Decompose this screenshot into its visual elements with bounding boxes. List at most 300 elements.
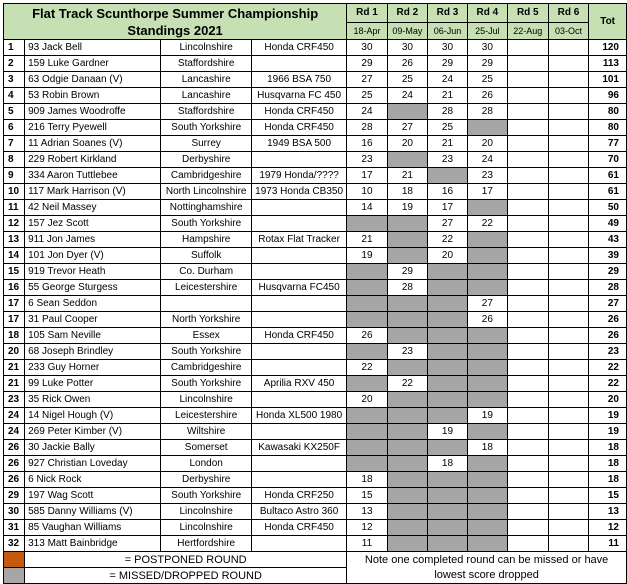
round-3-score-cell: 28 bbox=[428, 104, 468, 120]
round-5-score-cell bbox=[507, 264, 548, 280]
position-cell: 12 bbox=[4, 216, 25, 232]
position-cell: 31 bbox=[4, 520, 25, 536]
total-cell: 70 bbox=[589, 152, 627, 168]
round-4-score-cell bbox=[467, 248, 507, 264]
total-cell: 50 bbox=[589, 200, 627, 216]
bike-cell bbox=[251, 296, 346, 312]
round-1-score-cell: 24 bbox=[347, 104, 387, 120]
round-2-score-cell bbox=[387, 488, 427, 504]
rider-cell: 63 Odgie Danaan (V) bbox=[25, 72, 161, 88]
round-2-score-cell bbox=[387, 104, 427, 120]
round-6-score-cell bbox=[548, 264, 588, 280]
position-cell: 23 bbox=[4, 392, 25, 408]
county-cell: London bbox=[161, 456, 252, 472]
rider-cell: 216 Terry Pyewell bbox=[25, 120, 161, 136]
rider-cell: 159 Luke Gardner bbox=[25, 56, 161, 72]
bike-cell bbox=[251, 472, 346, 488]
round-3-score-cell: 23 bbox=[428, 152, 468, 168]
county-cell: Lancashire bbox=[161, 72, 252, 88]
round-3-score-cell: 25 bbox=[428, 120, 468, 136]
position-cell: 9 bbox=[4, 168, 25, 184]
round-3-score-cell bbox=[428, 328, 468, 344]
county-cell: Staffordshire bbox=[161, 104, 252, 120]
table-row bbox=[4, 312, 627, 328]
position-cell: 17 bbox=[4, 296, 25, 312]
round-5-score-cell bbox=[507, 40, 548, 56]
bike-cell bbox=[251, 456, 346, 472]
position-cell: 18 bbox=[4, 328, 25, 344]
position-cell: 21 bbox=[4, 360, 25, 376]
total-cell: 15 bbox=[589, 488, 627, 504]
table-row bbox=[4, 408, 627, 424]
round-1-score-cell bbox=[347, 456, 387, 472]
round-4-score-cell bbox=[467, 360, 507, 376]
total-cell: 29 bbox=[589, 264, 627, 280]
county-cell: Surrey bbox=[161, 136, 252, 152]
round-4-score-cell bbox=[467, 120, 507, 136]
round-2-score-cell: 26 bbox=[387, 56, 427, 72]
rider-cell: 197 Wag Scott bbox=[25, 488, 161, 504]
rider-cell: 53 Robin Brown bbox=[25, 88, 161, 104]
round-6-score-cell bbox=[548, 72, 588, 88]
round-6-score-cell bbox=[548, 312, 588, 328]
round-5-score-cell bbox=[507, 56, 548, 72]
round-6-score-cell bbox=[548, 40, 588, 56]
round-2-score-cell bbox=[387, 328, 427, 344]
rider-cell: 229 Robert Kirkland bbox=[25, 152, 161, 168]
county-cell: Leicestershire bbox=[161, 408, 252, 424]
total-cell: 61 bbox=[589, 168, 627, 184]
position-cell: 26 bbox=[4, 440, 25, 456]
bike-cell bbox=[251, 264, 346, 280]
round-5-score-cell bbox=[507, 520, 548, 536]
total-cell: 23 bbox=[589, 344, 627, 360]
round-6-score-cell bbox=[548, 232, 588, 248]
bike-cell: 1979 Honda/???? bbox=[251, 168, 346, 184]
round-1-score-cell: 17 bbox=[347, 168, 387, 184]
total-cell: 80 bbox=[589, 104, 627, 120]
round-4-score-cell bbox=[467, 520, 507, 536]
round-1-score-cell: 15 bbox=[347, 488, 387, 504]
round-6-score-cell bbox=[548, 456, 588, 472]
round-1-score-cell: 20 bbox=[347, 392, 387, 408]
rider-cell: 42 Neil Massey bbox=[25, 200, 161, 216]
round-6-score-cell bbox=[548, 472, 588, 488]
round-1-date: 18-Apr bbox=[347, 22, 387, 39]
round-4-score-cell: 23 bbox=[467, 168, 507, 184]
total-cell: 19 bbox=[589, 424, 627, 440]
round-5-score-cell bbox=[507, 440, 548, 456]
round-4-score-cell: 30 bbox=[467, 40, 507, 56]
round-3-score-cell bbox=[428, 392, 468, 408]
round-4-score-cell: 20 bbox=[467, 136, 507, 152]
round-3-score-cell: 19 bbox=[428, 424, 468, 440]
table-row bbox=[4, 360, 627, 376]
round-2-score-cell bbox=[387, 472, 427, 488]
county-cell: Derbyshire bbox=[161, 472, 252, 488]
total-cell: 27 bbox=[589, 296, 627, 312]
round-3-score-cell bbox=[428, 488, 468, 504]
round-4-score-cell: 18 bbox=[467, 440, 507, 456]
total-cell: 96 bbox=[589, 88, 627, 104]
round-6-score-cell bbox=[548, 424, 588, 440]
round-5-score-cell bbox=[507, 488, 548, 504]
round-5-score-cell bbox=[507, 88, 548, 104]
rider-cell: 909 James Woodroffe bbox=[25, 104, 161, 120]
round-6-score-cell bbox=[548, 392, 588, 408]
round-5-score-cell bbox=[507, 360, 548, 376]
bike-cell: 1949 BSA 500 bbox=[251, 136, 346, 152]
round-6-score-cell bbox=[548, 184, 588, 200]
rider-cell: 6 Sean Seddon bbox=[25, 296, 161, 312]
round-1-header: Rd 1 bbox=[347, 4, 387, 23]
round-2-score-cell: 21 bbox=[387, 168, 427, 184]
bike-cell bbox=[251, 536, 346, 552]
table-row bbox=[4, 232, 627, 248]
bike-cell: Kawasaki KX250F bbox=[251, 440, 346, 456]
round-5-score-cell bbox=[507, 216, 548, 232]
round-6-score-cell bbox=[548, 328, 588, 344]
table-row bbox=[4, 280, 627, 296]
round-6-score-cell bbox=[548, 536, 588, 552]
county-cell: South Yorkshire bbox=[161, 488, 252, 504]
total-cell: 18 bbox=[589, 440, 627, 456]
rider-cell: 30 Jackie Bally bbox=[25, 440, 161, 456]
county-cell: Nottinghamshire bbox=[161, 200, 252, 216]
round-1-score-cell: 16 bbox=[347, 136, 387, 152]
county-cell: South Yorkshire bbox=[161, 376, 252, 392]
round-6-score-cell bbox=[548, 504, 588, 520]
table-row bbox=[4, 184, 627, 200]
total-cell: 26 bbox=[589, 312, 627, 328]
round-4-score-cell bbox=[467, 456, 507, 472]
round-3-score-cell: 21 bbox=[428, 88, 468, 104]
rider-cell: 99 Luke Potter bbox=[25, 376, 161, 392]
round-6-score-cell bbox=[548, 344, 588, 360]
round-3-score-cell: 22 bbox=[428, 232, 468, 248]
bike-cell bbox=[251, 424, 346, 440]
total-cell: 77 bbox=[589, 136, 627, 152]
round-6-score-cell bbox=[548, 168, 588, 184]
sheet-title: Flat Track Scunthorpe Summer Championship Standings 2021 bbox=[4, 4, 347, 40]
position-cell: 17 bbox=[4, 312, 25, 328]
round-3-score-cell bbox=[428, 536, 468, 552]
round-6-date: 03-Oct bbox=[548, 22, 588, 39]
county-cell bbox=[161, 296, 252, 312]
round-4-score-cell bbox=[467, 504, 507, 520]
county-cell: Cambridgeshire bbox=[161, 360, 252, 376]
round-5-score-cell bbox=[507, 472, 548, 488]
position-cell: 29 bbox=[4, 488, 25, 504]
round-1-score-cell: 30 bbox=[347, 40, 387, 56]
round-5-score-cell bbox=[507, 344, 548, 360]
position-cell: 3 bbox=[4, 72, 25, 88]
table-row bbox=[4, 296, 627, 312]
total-cell: 80 bbox=[589, 120, 627, 136]
rider-cell: 35 Rick Owen bbox=[25, 392, 161, 408]
bike-cell: Honda CRF450 bbox=[251, 104, 346, 120]
county-cell: Co. Durham bbox=[161, 264, 252, 280]
total-cell: 28 bbox=[589, 280, 627, 296]
bike-cell bbox=[251, 200, 346, 216]
table-row bbox=[4, 136, 627, 152]
round-4-score-cell: 17 bbox=[467, 184, 507, 200]
total-cell: 26 bbox=[589, 328, 627, 344]
round-2-score-cell bbox=[387, 152, 427, 168]
round-2-score-cell bbox=[387, 312, 427, 328]
position-cell: 2 bbox=[4, 56, 25, 72]
county-cell: Leicestershire bbox=[161, 280, 252, 296]
round-3-score-cell: 21 bbox=[428, 136, 468, 152]
position-cell: 6 bbox=[4, 120, 25, 136]
rider-cell: 14 Nigel Hough (V) bbox=[25, 408, 161, 424]
round-3-score-cell bbox=[428, 344, 468, 360]
rider-cell: 31 Paul Cooper bbox=[25, 312, 161, 328]
round-6-score-cell bbox=[548, 360, 588, 376]
round-3-score-cell: 29 bbox=[428, 56, 468, 72]
total-header: Tot bbox=[589, 4, 627, 40]
round-3-score-cell: 30 bbox=[428, 40, 468, 56]
bike-cell: Husqvarna FC450 bbox=[251, 280, 346, 296]
rider-cell: 233 Guy Horner bbox=[25, 360, 161, 376]
rider-cell: 6 Nick Rock bbox=[25, 472, 161, 488]
table-row bbox=[4, 456, 627, 472]
round-3-header: Rd 3 bbox=[428, 4, 468, 23]
round-5-score-cell bbox=[507, 376, 548, 392]
table-row bbox=[4, 472, 627, 488]
total-cell: 22 bbox=[589, 360, 627, 376]
table-row bbox=[4, 392, 627, 408]
round-4-score-cell bbox=[467, 488, 507, 504]
county-cell: South Yorkshire bbox=[161, 216, 252, 232]
round-3-score-cell bbox=[428, 296, 468, 312]
round-4-score-cell: 29 bbox=[467, 56, 507, 72]
bike-cell bbox=[251, 56, 346, 72]
table-row bbox=[4, 488, 627, 504]
table-row bbox=[4, 536, 627, 552]
round-5-score-cell bbox=[507, 408, 548, 424]
round-4-score-cell: 26 bbox=[467, 88, 507, 104]
round-3-score-cell: 18 bbox=[428, 456, 468, 472]
round-6-score-cell bbox=[548, 440, 588, 456]
round-3-score-cell: 20 bbox=[428, 248, 468, 264]
position-cell: 11 bbox=[4, 200, 25, 216]
rider-cell: 919 Trevor Heath bbox=[25, 264, 161, 280]
rider-cell: 585 Danny Williams (V) bbox=[25, 504, 161, 520]
bike-cell: Husqvarna FC 450 bbox=[251, 88, 346, 104]
position-cell: 1 bbox=[4, 40, 25, 56]
rider-cell: 313 Matt Bainbridge bbox=[25, 536, 161, 552]
total-cell: 18 bbox=[589, 456, 627, 472]
round-4-score-cell: 27 bbox=[467, 296, 507, 312]
rider-cell: 55 George Sturgess bbox=[25, 280, 161, 296]
round-1-score-cell: 19 bbox=[347, 248, 387, 264]
county-cell: Hampshire bbox=[161, 232, 252, 248]
total-cell: 101 bbox=[589, 72, 627, 88]
position-cell: 20 bbox=[4, 344, 25, 360]
round-1-score-cell: 26 bbox=[347, 328, 387, 344]
round-2-score-cell bbox=[387, 456, 427, 472]
postponed-legend-text: = POSTPONED ROUND bbox=[25, 552, 347, 568]
round-2-score-cell bbox=[387, 392, 427, 408]
header-row-rounds bbox=[4, 4, 627, 23]
position-cell: 30 bbox=[4, 504, 25, 520]
round-1-score-cell: 11 bbox=[347, 536, 387, 552]
position-cell: 21 bbox=[4, 376, 25, 392]
round-2-score-cell: 23 bbox=[387, 344, 427, 360]
rider-cell: 269 Peter Kimber (V) bbox=[25, 424, 161, 440]
total-cell: 18 bbox=[589, 472, 627, 488]
round-1-score-cell: 13 bbox=[347, 504, 387, 520]
round-2-score-cell: 18 bbox=[387, 184, 427, 200]
rules-note: Note one completed round can be missed or have lowest score dropped bbox=[347, 552, 627, 584]
round-5-score-cell bbox=[507, 152, 548, 168]
round-1-score-cell bbox=[347, 344, 387, 360]
round-5-score-cell bbox=[507, 456, 548, 472]
position-cell: 14 bbox=[4, 248, 25, 264]
round-1-score-cell bbox=[347, 376, 387, 392]
round-1-score-cell: 14 bbox=[347, 200, 387, 216]
round-6-score-cell bbox=[548, 56, 588, 72]
position-cell: 5 bbox=[4, 104, 25, 120]
round-1-score-cell bbox=[347, 296, 387, 312]
county-cell: Lincolnshire bbox=[161, 392, 252, 408]
county-cell: Lincolnshire bbox=[161, 520, 252, 536]
bike-cell bbox=[251, 248, 346, 264]
round-2-score-cell bbox=[387, 408, 427, 424]
round-6-score-cell bbox=[548, 376, 588, 392]
table-row bbox=[4, 440, 627, 456]
position-cell: 26 bbox=[4, 472, 25, 488]
rider-cell: 85 Vaughan Williams bbox=[25, 520, 161, 536]
total-cell: 39 bbox=[589, 248, 627, 264]
total-cell: 43 bbox=[589, 232, 627, 248]
round-2-score-cell bbox=[387, 520, 427, 536]
table-row bbox=[4, 200, 627, 216]
round-2-score-cell: 19 bbox=[387, 200, 427, 216]
round-5-score-cell bbox=[507, 424, 548, 440]
round-3-score-cell: 17 bbox=[428, 200, 468, 216]
county-cell: Derbyshire bbox=[161, 152, 252, 168]
round-2-score-cell bbox=[387, 504, 427, 520]
round-5-score-cell bbox=[507, 136, 548, 152]
rider-cell: 157 Jez Scott bbox=[25, 216, 161, 232]
table-row bbox=[4, 40, 627, 56]
rider-cell: 927 Christian Loveday bbox=[25, 456, 161, 472]
round-2-score-cell: 22 bbox=[387, 376, 427, 392]
total-cell: 49 bbox=[589, 216, 627, 232]
position-cell: 24 bbox=[4, 408, 25, 424]
round-1-score-cell: 23 bbox=[347, 152, 387, 168]
round-5-score-cell bbox=[507, 184, 548, 200]
rider-cell: 68 Joseph Brindley bbox=[25, 344, 161, 360]
round-6-score-cell bbox=[548, 88, 588, 104]
round-4-score-cell bbox=[467, 344, 507, 360]
round-6-score-cell bbox=[548, 280, 588, 296]
round-5-score-cell bbox=[507, 536, 548, 552]
round-1-score-cell: 25 bbox=[347, 88, 387, 104]
position-cell: 8 bbox=[4, 152, 25, 168]
county-cell: Somerset bbox=[161, 440, 252, 456]
round-1-score-cell bbox=[347, 216, 387, 232]
bike-cell bbox=[251, 152, 346, 168]
round-2-score-cell: 28 bbox=[387, 280, 427, 296]
round-6-score-cell bbox=[548, 120, 588, 136]
round-3-score-cell bbox=[428, 280, 468, 296]
round-4-score-cell bbox=[467, 376, 507, 392]
round-2-score-cell: 30 bbox=[387, 40, 427, 56]
total-cell: 22 bbox=[589, 376, 627, 392]
round-3-score-cell: 24 bbox=[428, 72, 468, 88]
round-3-score-cell: 27 bbox=[428, 216, 468, 232]
bike-cell: 1966 BSA 750 bbox=[251, 72, 346, 88]
table-row bbox=[4, 152, 627, 168]
rider-cell: 101 Jon Dyer (V) bbox=[25, 248, 161, 264]
round-3-score-cell bbox=[428, 360, 468, 376]
total-cell: 13 bbox=[589, 504, 627, 520]
round-5-score-cell bbox=[507, 296, 548, 312]
round-4-score-cell: 24 bbox=[467, 152, 507, 168]
round-1-score-cell bbox=[347, 312, 387, 328]
round-4-score-cell bbox=[467, 200, 507, 216]
round-5-header: Rd 5 bbox=[507, 4, 548, 23]
bike-cell bbox=[251, 360, 346, 376]
round-5-score-cell bbox=[507, 280, 548, 296]
county-cell: South Yorkshire bbox=[161, 120, 252, 136]
round-2-header: Rd 2 bbox=[387, 4, 427, 23]
round-4-score-cell bbox=[467, 232, 507, 248]
round-2-score-cell: 25 bbox=[387, 72, 427, 88]
bike-cell: 1973 Honda CB350 bbox=[251, 184, 346, 200]
rider-cell: 911 Jon James bbox=[25, 232, 161, 248]
round-5-score-cell bbox=[507, 104, 548, 120]
round-1-score-cell: 27 bbox=[347, 72, 387, 88]
bike-cell: Bultaco Astro 360 bbox=[251, 504, 346, 520]
round-6-score-cell bbox=[548, 408, 588, 424]
missed-swatch bbox=[4, 568, 25, 584]
round-1-score-cell: 22 bbox=[347, 360, 387, 376]
round-3-score-cell bbox=[428, 408, 468, 424]
round-3-score-cell bbox=[428, 376, 468, 392]
position-cell: 26 bbox=[4, 456, 25, 472]
table-row bbox=[4, 504, 627, 520]
legend-row-postponed bbox=[4, 552, 627, 568]
round-6-score-cell bbox=[548, 248, 588, 264]
round-5-score-cell bbox=[507, 312, 548, 328]
bike-cell: Honda CRF450 bbox=[251, 328, 346, 344]
round-6-score-cell bbox=[548, 152, 588, 168]
bike-cell: Rotax Flat Tracker bbox=[251, 232, 346, 248]
round-2-score-cell bbox=[387, 360, 427, 376]
total-cell: 20 bbox=[589, 392, 627, 408]
round-6-score-cell bbox=[548, 488, 588, 504]
bike-cell: Honda XL500 1980 bbox=[251, 408, 346, 424]
county-cell: Staffordshire bbox=[161, 56, 252, 72]
round-3-score-cell bbox=[428, 440, 468, 456]
county-cell: Lancashire bbox=[161, 88, 252, 104]
county-cell: Suffolk bbox=[161, 248, 252, 264]
county-cell: Lincolnshire bbox=[161, 504, 252, 520]
round-1-score-cell: 29 bbox=[347, 56, 387, 72]
round-6-score-cell bbox=[548, 200, 588, 216]
rider-cell: 11 Adrian Soanes (V) bbox=[25, 136, 161, 152]
round-6-score-cell bbox=[548, 104, 588, 120]
total-cell: 61 bbox=[589, 184, 627, 200]
round-5-score-cell bbox=[507, 248, 548, 264]
round-1-score-cell bbox=[347, 264, 387, 280]
round-3-score-cell bbox=[428, 168, 468, 184]
round-2-score-cell bbox=[387, 424, 427, 440]
